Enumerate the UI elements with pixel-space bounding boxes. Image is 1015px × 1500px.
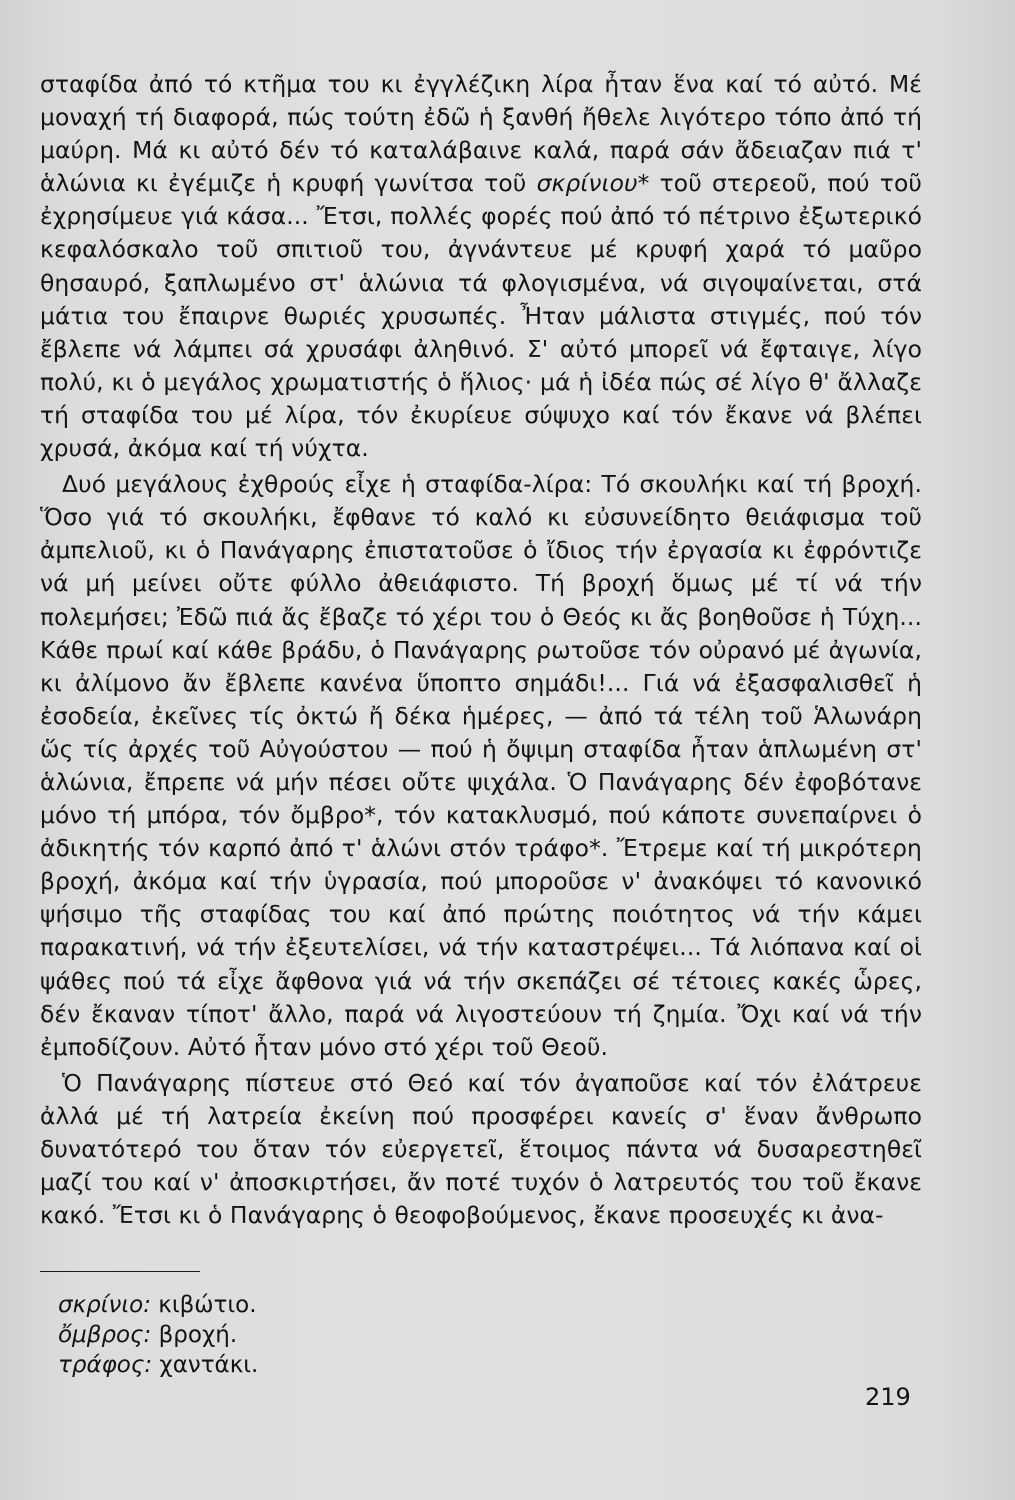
page-number: 219 (865, 1383, 911, 1411)
footnote-term: ὄμβρος: (58, 1322, 152, 1348)
paragraph-1-text-start: σταφίδα ἀπό τό κτῆμα του κι ἐγγλέζικη λίρα ἦταν ἕνα καί τό αὐτό. Μέ μοναχή τή διαφορά, πώς τούτη ἐδῶ ἡ ξανθή ἤθελε λιγότερο τόπο ἀπό τή μαύρη. Μά κι αὐτό δέν τό καταλάβαινε καλά, παρά σάν ἄδειαζαν πιά τ' ἁλώνια κι ἐγέμιζε ἡ κρυφή γωνίτσα τοῦ (40, 70, 922, 198)
footnote-definition: βροχή. (151, 1322, 238, 1348)
footnote-definition: κιβώτιο. (150, 1292, 257, 1318)
footnote-definition: χαντάκι. (152, 1352, 259, 1378)
footnote-term: τράφος: (58, 1352, 153, 1378)
paragraph-3 (40, 1067, 922, 1232)
paragraph-2-text: Δυό μεγάλους ἐχθρούς εἶχε ἡ σταφίδα-λίρα: Τό σκουλήκι καί τή βροχή. Ὅσο γιά τό σκουλήκι, ἔφθανε τό καλό κι εὐσυνείδητο θειάφισμα τοῦ ἀμπελιοῦ, κι ὁ Πανάγαρης ἐπιστατοῦσε ὁ ἴδιος τήν ἐργασία κι ἐφρόντιζε νά μή μείνει οὔτε φύλλο ἀθειάφιστο. Τή βροχή ὅμως μέ τί νά τήν πολεμήσει; Ἐδῶ πιά ἄς ἔβαζε τό χέρι του ὁ Θεός κι ἄς βοηθοῦσε ἡ Τύχη... Κάθε πρωί καί κάθε βράδυ, ὁ Πανάγαρης ρωτοῦσε τόν οὐρανό μέ ἀγωνία, κι ἀλίμονο ἄν ἔβλεπε κανένα ὕποπτο σημάδι!... Γιά νά ἐξασφαλισθεῖ ἡ ἐσοδεία, ἐκεῖνες τίς ὀκτώ ἤ δέκα ἡμέρες, — ἀπό τά τέλη τοῦ Ἁλωνάρη ὥς τίς ἀρχές τοῦ Αὐγούστου — πού ἡ ὄψιμη σταφίδα ἦταν ἁπλωμένη στ' ἁλώνια, ἔπρεπε νά μήν πέσει οὔτε ψιχάλα. Ὁ Πανάγαρης δέν ἐφοβότανε μόνο τή μπόρα, τόν ὄμβρο*, τόν κατακλυσμό, πού κάποτε συνεπαίρνει ὁ ἀδικητής τόν καρπό ἀπό τ' ἁλώνι στόν τράφο*. Ἔτρεμε καί τή μικρότερη βροχή, ἀκόμα καί τήν ὑγρασία, πού μποροῦσε ν' ἀνακόψει τό κανονικό ψήσιμο τῆς σταφίδας του καί ἀπό πρώτης ποιότητος νά τήν κάμει παρακατινή, νά τήν ἐξευτελίσει, νά τήν καταστρέψει... Τά λιόπανα καί οἱ ψάθες πού τά εἶχε ἄφθονα γιά νά τήν σκεπάζει σέ τέτοιες κακές ὧρες, δέν ἔκαναν τίποτ' ἄλλο, παρά νά λιγοστεύουν τή ζημία. Ὄχι καί νά τήν ἐμποδίζουν. Αὐτό ἦταν μόνο στό χέρι τοῦ Θεοῦ. (40, 470, 922, 1061)
footnote (58, 1350, 658, 1380)
footnotes (58, 1290, 658, 1380)
footnote-term: σκρίνιο: (58, 1292, 151, 1318)
footnote (58, 1290, 658, 1320)
paragraph-1-italic-term: σκρίνιου* (536, 169, 650, 198)
paragraph-2 (40, 468, 922, 1064)
footnote-divider (40, 1271, 200, 1272)
body-text (40, 68, 922, 1232)
paragraph-1-text-end: τοῦ στερεοῦ, πού τοῦ ἐχρησίμευε γιά κάσα... Ἔτσι, πολλές φορές πού ἀπό τό πέτρινο ἐξωτερικό κεφαλόσκαλο τοῦ σπιτιοῦ του, ἀγνάντευε μέ κρυφή χαρά τό μαῦρο θησαυρό, ξαπλωμένο στ' ἁλώνια τά φλογισμένα, νά σιγοψαίνεται, στά μάτια του ἔπαιρνε θωριές χρυσωπές. Ἦταν μάλιστα στιγμές, πού τόν ἔβλεπε νά λάμπει σά χρυσάφι ἀληθινό. Σ' αὐτό μπορεῖ νά ἔφταιγε, λίγο πολύ, κι ὁ μεγάλος χρωματιστής ὁ ἥλιος· μά ἡ ἰδέα πώς σέ λίγο θ' ἄλλαζε τή σταφίδα του μέ λίρα, τόν ἐκυρίευε σύψυχο καί τόν ἔκανε νά βλέπει χρυσά, ἀκόμα καί τή νύχτα. (40, 169, 923, 463)
paragraph-1 (40, 68, 922, 465)
footnote (58, 1320, 658, 1350)
paragraph-3-text: Ὁ Πανάγαρης πίστευε στό Θεό καί τόν ἀγαποῦσε καί τόν ἐλάτρευε ἀλλά μέ τή λατρεία ἐκείνη πού προσφέρει κανείς σ' ἕναν ἄνθρωπο δυνατότερό του ὅταν τόν εὐεργετεῖ, ἕτοιμος πάντα νά δυσαρεστηθεῖ μαζί του καί ν' ἀποσκιρτήσει, ἄν ποτέ τυχόν ὁ λατρευτός του τοῦ ἔκανε κακό. Ἔτσι κι ὁ Πανάγαρης ὁ θεοφοβούμενος, ἔκανε προσευχές κι ἀνα- (40, 1068, 922, 1230)
